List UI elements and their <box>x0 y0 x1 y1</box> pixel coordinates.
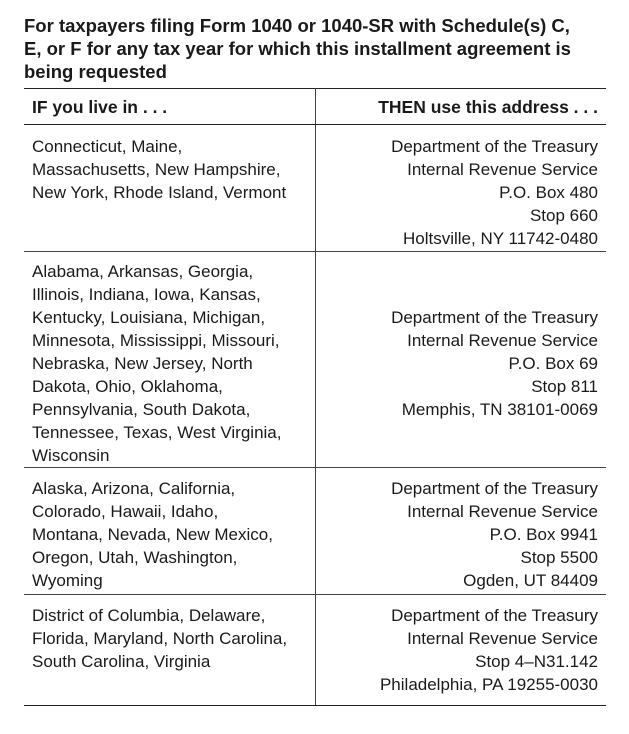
address-line: Department of the Treasury <box>391 479 598 498</box>
state-line: Minnesota, Mississippi, Missouri, <box>32 331 280 350</box>
table-row <box>24 125 606 252</box>
address-line: Memphis, TN 38101-0069 <box>401 400 598 419</box>
state-line: New York, Rhode Island, Vermont <box>32 183 287 202</box>
state-line: Illinois, Indiana, Iowa, Kansas, <box>32 285 261 304</box>
address-line: Department of the Treasury <box>391 308 598 327</box>
header-if-you-live-in: IF you live in . . . <box>24 89 316 125</box>
state-line: Dakota, Ohio, Oklahoma, <box>32 377 223 396</box>
address-line: P.O. Box 480 <box>499 183 598 202</box>
state-line: Colorado, Hawaii, Idaho, <box>32 502 219 521</box>
table-row <box>24 468 606 595</box>
address-line: Ogden, UT 84409 <box>463 571 598 590</box>
state-line: Massachusetts, New Hampshire, <box>32 160 281 179</box>
section-title <box>24 14 604 83</box>
table-row <box>24 595 606 706</box>
state-line: Pennsylvania, South Dakota, <box>32 400 251 419</box>
state-line: Tennessee, Texas, West Virginia, <box>32 423 282 442</box>
address-line: Stop 4–N31.142 <box>475 652 598 671</box>
state-line: Alaska, Arizona, California, <box>32 479 236 498</box>
title-line: E, or F for any tax year for which this installment agreement is <box>24 38 571 59</box>
state-line: Alabama, Arkansas, Georgia, <box>32 262 254 281</box>
address-line: Holtsville, NY 11742-0480 <box>403 229 598 248</box>
state-line: Wyoming <box>32 571 103 590</box>
address-line: P.O. Box 9941 <box>489 525 598 544</box>
state-line: South Carolina, Virginia <box>32 652 211 671</box>
title-line: being requested <box>24 61 167 82</box>
state-line: Wisconsin <box>32 446 110 465</box>
state-line: Kentucky, Louisiana, Michigan, <box>32 308 266 327</box>
address-line: Stop 811 <box>531 377 598 396</box>
state-line: Nebraska, New Jersey, North <box>32 354 253 373</box>
address-line: Internal Revenue Service <box>407 502 598 521</box>
address-line: P.O. Box 69 <box>508 354 598 373</box>
state-line: Connecticut, Maine, <box>32 137 183 156</box>
address-line: Internal Revenue Service <box>407 160 598 179</box>
address-line: Philadelphia, PA 19255-0030 <box>379 675 598 694</box>
table-row <box>24 252 606 468</box>
states-cell <box>24 468 316 595</box>
address-cell <box>316 125 607 252</box>
header-then-use-address: THEN use this address . . . <box>316 89 607 125</box>
state-line: Montana, Nevada, New Mexico, <box>32 525 273 544</box>
address-cell <box>316 468 607 595</box>
states-cell <box>24 125 316 252</box>
state-line: Florida, Maryland, North Carolina, <box>32 629 288 648</box>
address-table <box>24 88 606 706</box>
states-cell <box>24 252 316 468</box>
state-line: Oregon, Utah, Washington, <box>32 548 238 567</box>
address-cell <box>316 252 607 468</box>
title-line: For taxpayers filing Form 1040 or 1040-SR with Schedule(s) C, <box>24 15 570 36</box>
address-line: Internal Revenue Service <box>407 629 598 648</box>
address-line: Department of the Treasury <box>391 137 598 156</box>
address-line: Stop 5500 <box>520 548 598 567</box>
address-line: Stop 660 <box>529 206 598 225</box>
state-line: District of Columbia, Delaware, <box>32 606 266 625</box>
states-cell <box>24 595 316 706</box>
table-header-row <box>24 89 606 125</box>
address-line: Internal Revenue Service <box>407 331 598 350</box>
address-cell <box>316 595 607 706</box>
address-line: Department of the Treasury <box>391 606 598 625</box>
